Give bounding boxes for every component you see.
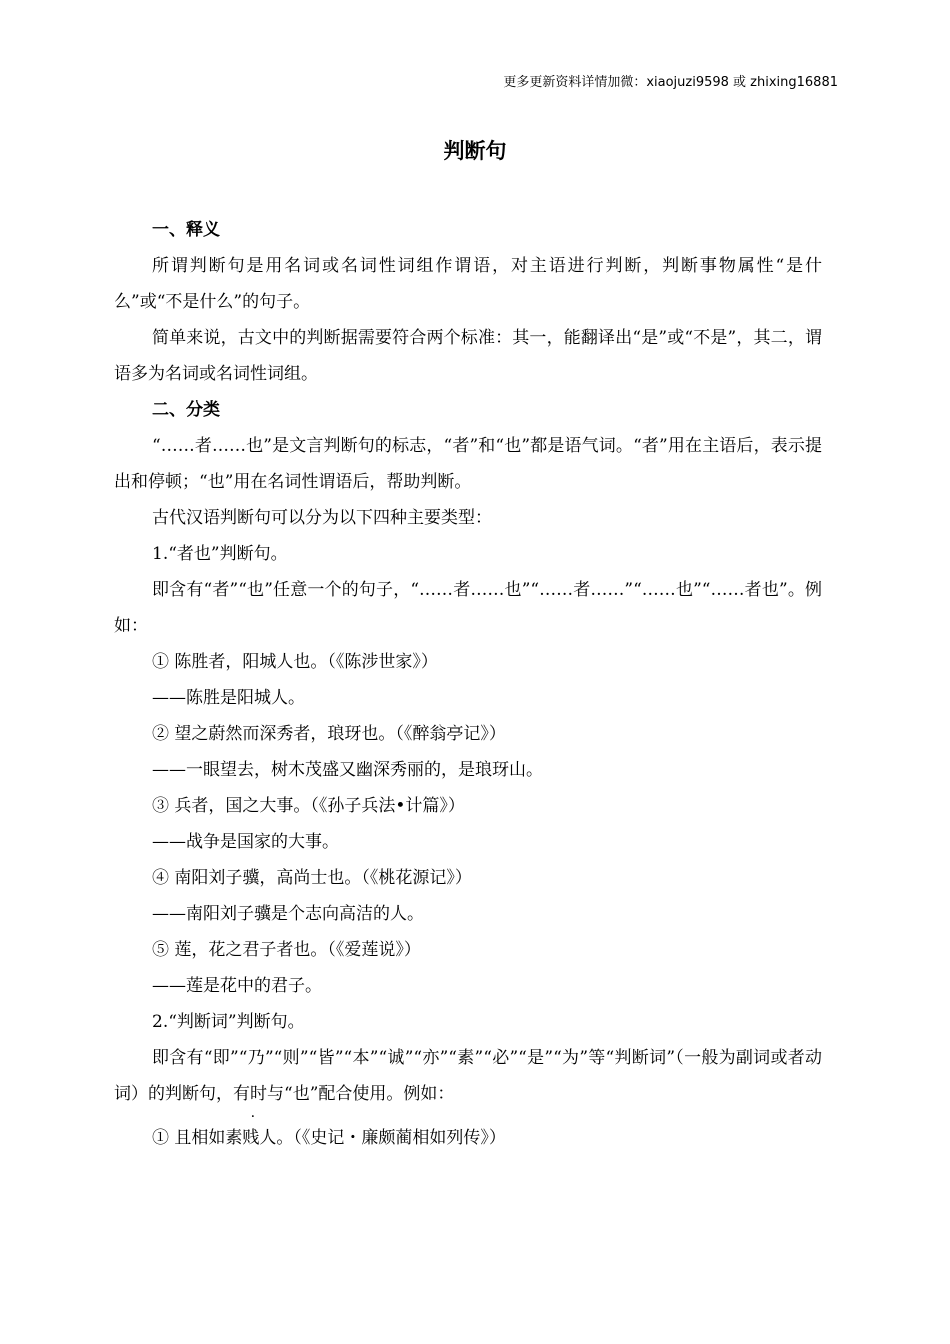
example-sentence: ① 陈胜者，阳城人也。（《陈涉世家》） (152, 652, 438, 672)
paragraph: 古代汉语判断句可以分为以下四种主要类型： (152, 508, 492, 528)
example-sentence: ③ 兵者，国之大事。（《孙子兵法•计篇》） (152, 796, 465, 816)
section-heading-definition: 一、释义 (152, 220, 220, 240)
paragraph: 所谓判断句是用名词或名词性词组作谓语，对主语进行判断，判断事物属性“是什么”或“不是什么”的句子。 (114, 256, 822, 312)
example-translation: ——莲是花中的君子。 (152, 976, 322, 996)
emphasis-dotted-char: 素 (225, 1128, 243, 1148)
paragraph: 简单来说，古文中的判断据需要符合两个标准：其一，能翻译出“是”或“不是”，其二，谓语多为名词或名词性词组。 (114, 328, 822, 384)
example-sentence (114, 1120, 822, 1156)
section-heading-classification: 二、分类 (152, 400, 220, 420)
example-translation: ——一眼望去，树木茂盛又幽深秀丽的，是琅玡山。 (152, 760, 543, 780)
example-text: ① 且相如 (152, 1128, 226, 1148)
type-description: 即含有“者”“也”任意一个的句子，“……者……也”“……者……”“……也”“……者也”。例如： (114, 580, 822, 636)
example-sentence: ② 望之蔚然而深秀者，琅玡也。（《醉翁亭记》） (152, 724, 506, 744)
type-title: 1.“者也”判断句。 (152, 544, 288, 564)
example-translation: ——南阳刘子骥是个志向高洁的人。 (152, 904, 424, 924)
paragraph: “……者……也”是文言判断句的标志，“者”和“也”都是语气词。“者”用在主语后，表示提出和停顿；“也”用在名词性谓语后，帮助判断。 (114, 436, 822, 492)
type-description: 即含有“即”“乃”“则”“皆”“本”“诚”“亦”“素”“必”“是”“为”等“判断词”（一般为副词或者动词）的判断句，有时与“也”配合使用。例如： (114, 1048, 822, 1104)
document-body (114, 212, 822, 1156)
example-sentence: ⑤ 莲，花之君子者也。（《爱莲说》） (152, 940, 421, 960)
example-translation: ——陈胜是阳城人。 (152, 688, 305, 708)
type-title: 2.“判断词”判断句。 (152, 1012, 305, 1032)
page-title: 判断句 (443, 139, 507, 163)
example-text: 贱人。（《史记・廉颇蔺相如列传》） (242, 1128, 506, 1148)
example-sentence: ④ 南阳刘子骥，高尚士也。（《桃花源记》） (152, 868, 472, 888)
example-translation: ——战争是国家的大事。 (152, 832, 339, 852)
page-header: 更多更新资料详情加微：xiaojuzi9598 或 zhixing16881 (503, 75, 838, 90)
